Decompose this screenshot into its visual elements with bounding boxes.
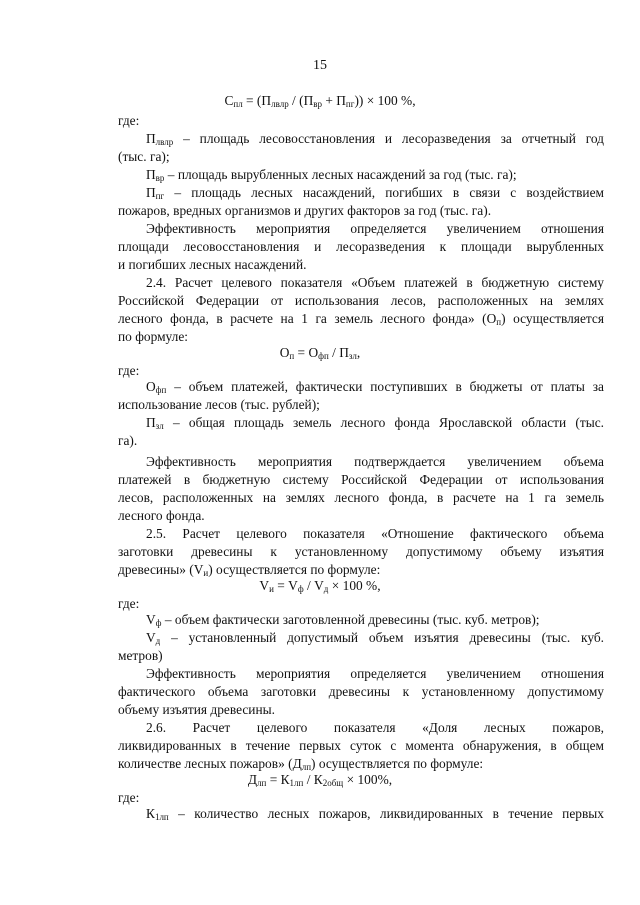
definition-line: га). [118, 433, 138, 448]
paragraph-line: платежей в бюджетную систему Российской Федерации от использования [118, 472, 604, 487]
where-label: где: [118, 596, 140, 611]
paragraph-line: площади лесовосстановления и лесоразведения к площади вырубленных [118, 239, 604, 254]
formula-op: $О_п = О_{фп} / П_{зл}$, [279, 345, 361, 361]
section-heading-2-6: 2.6. Расчет целевого показателя «Доля лесных пожаров, [146, 720, 604, 735]
paragraph-line: лесного фонда. [118, 508, 205, 523]
formula-text: С [224, 93, 234, 108]
paragraph-line: Российской Федерации от использования лесов, расположенных на землях [118, 293, 604, 308]
paragraph-line: ликвидированных в течение первых суток с момента обнаружения, в общем [118, 738, 604, 753]
where-label: где: [118, 790, 140, 805]
section-heading-2-4: 2.4. Расчет целевого показателя «Объем платежей в бюджетную систему [146, 275, 604, 290]
definition-line: пожаров, вредных организмов и других факторов за год (тыс. га). [118, 203, 492, 218]
definition-line: использование лесов (тыс. рублей); [118, 397, 320, 412]
formula-subscript: лвлр [271, 99, 289, 109]
definition-line: (тыс. га); [118, 149, 170, 164]
paragraph-line: Эффективность мероприятия определяется увеличением отношения [146, 666, 604, 681]
paragraph-line: фактического объема заготовки древесины к установленному допустимому [118, 684, 604, 699]
paragraph-line: заготовки древесины к установленному допустимому объему изъятия [118, 544, 604, 559]
definition-line: $О_{фп}$ – объем платежей, фактически поступивших в бюджеты от платы за [146, 379, 604, 395]
where-label: где: [118, 363, 140, 378]
where-label: где: [118, 113, 140, 128]
formula-spl [0, 92, 640, 110]
paragraph-line: объему изъятия древесины. [118, 702, 275, 717]
paragraph-line: Эффективность мероприятия определяется увеличением отношения [146, 221, 604, 236]
paragraph-line: Эффективность мероприятия подтверждается увеличением объема [146, 454, 604, 469]
paragraph-line: лесного фонда, в расчете на 1 га земель лесного фонда» $(О_п)$ осуществляется [118, 311, 605, 327]
formula-text: + П [322, 93, 346, 108]
definition-line: метров) [118, 648, 163, 663]
paragraph-line: и погибших лесных насаждений. [118, 257, 307, 272]
formula-text: )) × 100 %, [354, 93, 416, 108]
formula-vi: $V_и = V_ф / V_д \times 100$ %, [259, 578, 381, 594]
paragraph-line: древесины» $(V_и)$ осуществляется по формуле: [118, 562, 381, 578]
paragraph-line: по формуле: [118, 329, 188, 344]
definition-line: $П_{вр}$ – площадь вырубленных лесных насаждений за год (тыс. га); [146, 167, 517, 183]
formula-subscript: пл [233, 99, 243, 109]
paragraph-line: лесов, расположенных на землях лесного фонда, в расчете на 1 га земель [118, 490, 604, 505]
definition-line: $П_{зл}$ – общая площадь земель лесного фонда Ярославской области (тыс. [146, 415, 604, 431]
page-number: 15 [313, 58, 327, 73]
formula-subscript: вр [313, 99, 322, 109]
formula-text: = (П [242, 93, 272, 108]
definition-line: $V_д$ – установленный допустимый объем изъятия древесины (тыс. куб. [146, 630, 604, 646]
definition-line: $П_{лвлр}$ – площадь лесовосстановления и лесоразведения за отчетный год [146, 131, 604, 147]
paragraph-line: количестве лесных пожаров» $(Д_{лп})$ осуществляется по формуле: [118, 756, 484, 772]
definition-line: $V_ф$ – объем фактически заготовленной древесины (тыс. куб. метров); [146, 612, 540, 628]
formula-text: / (П [288, 93, 314, 108]
definition-line: $П_{пг}$ – площадь лесных насаждений, погибших в связи с воздействием [146, 185, 604, 201]
section-heading-2-5: 2.5. Расчет целевого показателя «Отношение фактического объема [146, 526, 604, 541]
formula-subscript: пг [345, 99, 355, 109]
formula-dlp: $Д_{лп} = К_{1лп} / К_{2общ} \times 100\%$, [247, 772, 393, 788]
definition-line: $К_{1лп}$ – количество лесных пожаров, ликвидированных в течение первых [146, 806, 604, 822]
